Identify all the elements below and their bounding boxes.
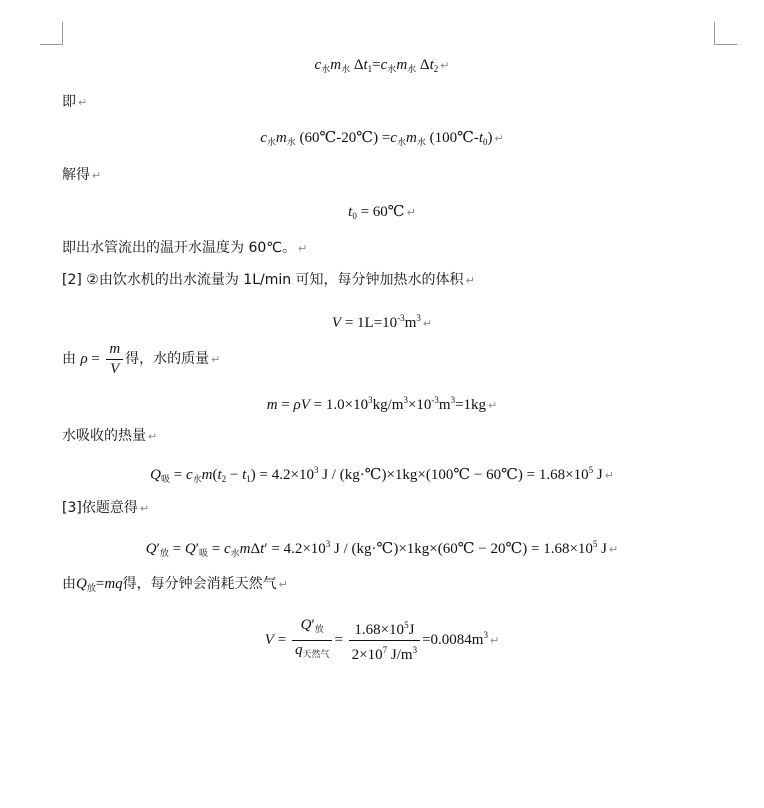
equation-heat-balance: $c_水m_水$ $\Delta t_1=c_水m_水$ $\Delta t_2$ ↵ xyxy=(314,57,450,75)
equation-mass: $m = \rho V = 1.0\times 10^3kg/m^3\times 10^{-3}m^3=1kg$ ↵ xyxy=(266,395,498,413)
equation-heat-absorbed: $Q_吸 = c_水m(t_2 - t_1) = 4.2\times 10^3$ J / (kg·℃)×1kg×(100℃ − 60℃) = $1.68\times 10^5$ J ↵ xyxy=(150,465,614,485)
paragraph-gas-consumption: 由$Q_放=mq$得，每分钟会消耗天然气 ↵ xyxy=(62,576,288,594)
equation-temperature-balance: $c_水m_水$ (60℃-20℃) $=c_水m_水$ $(100℃-t_0)$ ↵ xyxy=(260,130,504,148)
fraction-values: $\frac{1.68\times 10^5J}{2\times 10^7 J/m^3}$ xyxy=(349,617,420,664)
paragraph-part2-intro: [2] ②由饮水机的出水流量为 1L/min 可知，每分钟加热水的体积 ↵ xyxy=(62,272,475,288)
page-corner-mark-right xyxy=(714,22,737,45)
paragraph-ji: 即 ↵ xyxy=(62,94,88,110)
paragraph-jiede: 解得 ↵ xyxy=(62,167,102,183)
paragraph-result: 即出水管流出的温开水温度为 60℃。 ↵ xyxy=(62,240,308,256)
paragraph-density-formula: 由 ρ = $\frac{m}{V}$ 得，水的质量 ↵ xyxy=(62,340,221,377)
density-fraction: $\frac{m}{V}$ xyxy=(106,341,123,378)
equation-gas-volume: V = $\frac{Q'_放}{q_{天然气}}$ = $\frac{1.68\times 10^5J}{2\times 10^7 J/m^3}$ $=0.0084m^3$ ↵ xyxy=(264,617,500,664)
fraction-q-over-q: $\frac{Q'_放}{q_{天然气}}$ xyxy=(292,617,333,664)
equation-heat-released: $Q'_放 = Q'_吸 = c_水m\Delta t' = 4.2\times 10^3$ J / (kg·℃)×1kg×(60℃ − 20℃) = $1.68\times 10^5$ J ↵ xyxy=(145,539,619,559)
page-corner-mark-left xyxy=(40,22,63,45)
paragraph-part3-intro: [3]依题意得 ↵ xyxy=(62,500,150,516)
paragraph-heat-absorbed: 水吸收的热量 ↵ xyxy=(62,428,158,444)
equation-volume: $V = 1L=10^{-3}m^3$ ↵ xyxy=(331,313,433,331)
equation-t0-result: $t_0$ = 60℃ ↵ xyxy=(348,204,416,221)
